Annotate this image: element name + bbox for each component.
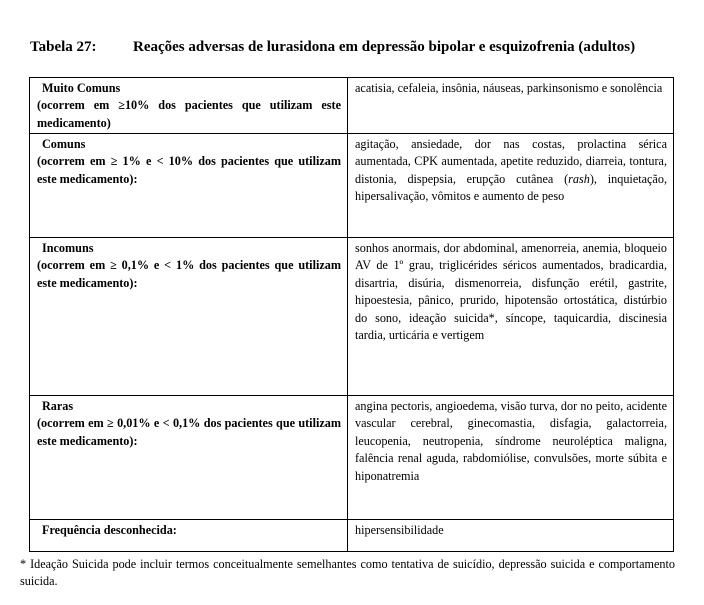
frequency-category: Raras xyxy=(42,399,74,413)
frequency-criteria: (ocorrem em ≥10% dos pacientes que utilizam este medicamento) xyxy=(37,98,341,130)
table-row xyxy=(30,134,674,238)
reactions-cell: acatisia, cefaleia, insônia, náuseas, parkinsonismo e sonolência xyxy=(348,78,674,134)
frequency-cell xyxy=(30,78,348,134)
adverse-reactions-table xyxy=(29,77,674,552)
table-row xyxy=(30,520,674,552)
frequency-criteria: (ocorrem em ≥ 0,01% e < 0,1% dos pacientes que utilizam este medicamento): xyxy=(37,416,341,448)
frequency-cell xyxy=(30,396,348,520)
frequency-category: Frequência desconhecida: xyxy=(42,523,177,537)
table-row xyxy=(30,78,674,134)
reactions-text: agitação, ansiedade, dor nas costas, prolactina sérica aumentada, CPK aumentada, apetite reduzido, diarreia, tontura, distonia, dispepsia, erupção cutânea (rash), inquietação, hipersalivação, vômitos e aumento de peso xyxy=(355,137,667,204)
table-row xyxy=(30,396,674,520)
frequency-category: Comuns xyxy=(42,137,86,151)
frequency-cell xyxy=(30,238,348,396)
frequency-cell xyxy=(30,520,348,552)
reactions-cell: angina pectoris, angioedema, visão turva, dor no peito, acidente vascular cerebral, ginecomastia, disfagia, galactorreia, leucopenia, neutropenia, síndrome neuroléptica maligna, falência renal aguda, rabdomiólise, convulsões, morte súbita e hiponatremia xyxy=(348,396,674,520)
reactions-cell xyxy=(348,134,674,238)
frequency-criteria: (ocorrem em ≥ 1% e < 10% dos pacientes que utilizam este medicamento): xyxy=(37,154,341,186)
table-row xyxy=(30,238,674,396)
table-number: Tabela 27: xyxy=(30,39,97,55)
footnote: * Ideação Suicida pode incluir termos conceitualmente semelhantes como tentativa de suicídio, depressão suicida e comportamento suicida. xyxy=(20,557,675,588)
table-title: Reações adversas de lurasidona em depressão bipolar e esquizofrenia (adultos) xyxy=(133,39,636,55)
reactions-cell: sonhos anormais, dor abdominal, amenorreia, anemia, bloqueio AV de 1º grau, triglicérides séricos aumentados, bradicardia, disartria, disúria, dismenorreia, disfunção erétil, gastrite, hipoestesia, pânico, prurido, hipotensão ortostática, distúrbio do sono, ideação suicida*, síncope, taquicardia, discinesia tardia, urticária e vertigem xyxy=(348,238,674,396)
frequency-cell xyxy=(30,134,348,238)
reactions-cell: hipersensibilidade xyxy=(348,520,674,552)
frequency-category: Muito Comuns xyxy=(42,81,121,95)
frequency-category: Incomuns xyxy=(42,241,94,255)
italic-term: rash xyxy=(568,171,590,186)
frequency-criteria: (ocorrem em ≥ 0,1% e < 1% dos pacientes que utilizam este medicamento): xyxy=(37,258,341,290)
